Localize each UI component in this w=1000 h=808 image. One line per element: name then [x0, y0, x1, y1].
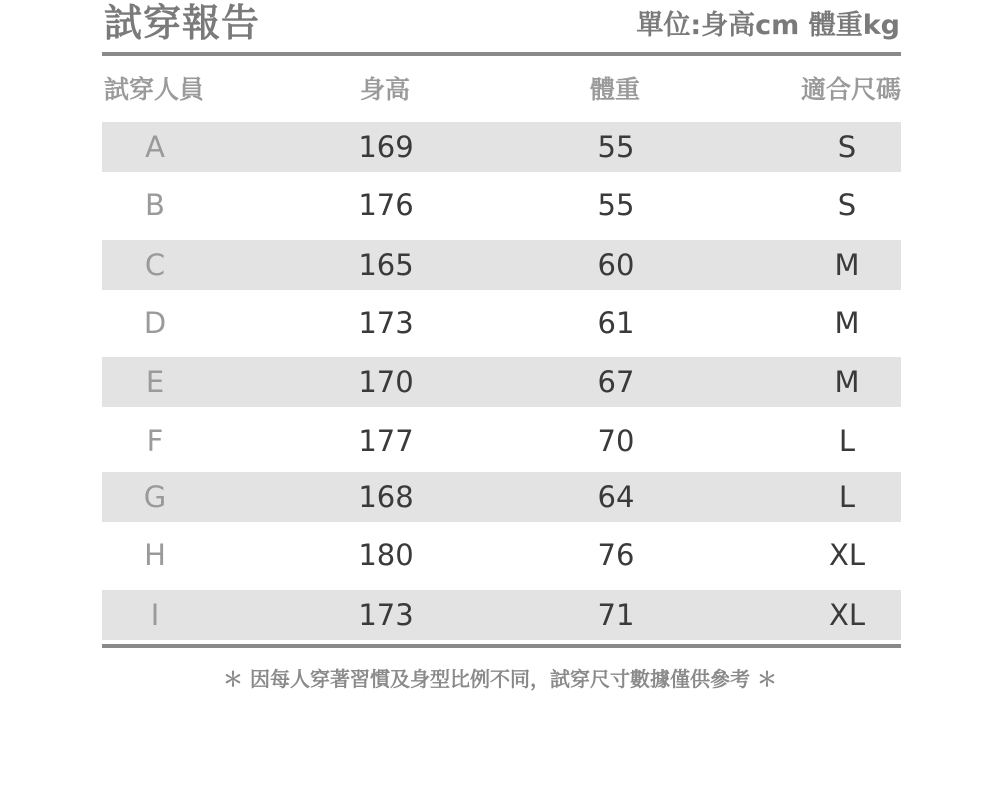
table-row — [102, 530, 901, 580]
unit-note: 單位:身高cm 體重kg — [636, 10, 900, 41]
cell-weight: 61 — [597, 306, 635, 340]
cell-height: 169 — [358, 130, 414, 164]
cell-weight: 76 — [597, 538, 635, 572]
cell-weight: 67 — [597, 365, 635, 399]
cell-tester: A — [145, 130, 165, 164]
cell-height: 173 — [358, 598, 414, 632]
cell-size: XL — [828, 598, 866, 632]
table-row — [102, 416, 901, 466]
cell-height: 177 — [358, 424, 414, 458]
cell-weight: 60 — [597, 248, 635, 282]
header-tester: 試穿人員 — [104, 75, 205, 104]
header-weight: 體重 — [590, 75, 641, 104]
page-title: 試穿報告 — [104, 1, 261, 45]
header-height: 身高 — [360, 75, 411, 104]
header-size: 適合尺碼 — [800, 75, 901, 104]
bottom-divider — [102, 644, 901, 648]
cell-tester: G — [143, 480, 167, 514]
cell-size: L — [838, 424, 856, 458]
cell-size: XL — [828, 538, 866, 572]
cell-weight: 55 — [597, 130, 635, 164]
table-row — [102, 240, 901, 290]
cell-size: M — [834, 248, 860, 282]
table-row — [102, 590, 901, 640]
cell-size: L — [838, 480, 856, 514]
cell-tester: E — [145, 365, 165, 399]
cell-height: 165 — [358, 248, 414, 282]
cell-weight: 71 — [597, 598, 635, 632]
disclaimer-note: ＊ 因每人穿著習慣及身型比例不同，試穿尺寸數據僅供參考 ＊ — [223, 667, 777, 691]
table-row — [102, 298, 901, 348]
cell-height: 170 — [358, 365, 414, 399]
cell-tester: D — [143, 306, 167, 340]
cell-size: S — [837, 130, 857, 164]
cell-tester: I — [150, 598, 160, 632]
cell-height: 180 — [358, 538, 414, 572]
table-row — [102, 472, 901, 522]
cell-size: S — [837, 188, 857, 222]
cell-size: M — [834, 365, 860, 399]
cell-height: 173 — [358, 306, 414, 340]
cell-height: 168 — [358, 480, 414, 514]
cell-tester: B — [145, 188, 165, 222]
cell-tester: F — [146, 424, 164, 458]
table-header — [102, 70, 901, 110]
table-row — [102, 180, 901, 230]
top-divider — [102, 52, 901, 56]
cell-tester: C — [144, 248, 166, 282]
cell-weight: 64 — [597, 480, 635, 514]
table-row — [102, 357, 901, 407]
cell-size: M — [834, 306, 860, 340]
cell-weight: 70 — [597, 424, 635, 458]
cell-tester: H — [144, 538, 166, 572]
cell-weight: 55 — [597, 188, 635, 222]
cell-height: 176 — [358, 188, 414, 222]
table-row — [102, 122, 901, 172]
